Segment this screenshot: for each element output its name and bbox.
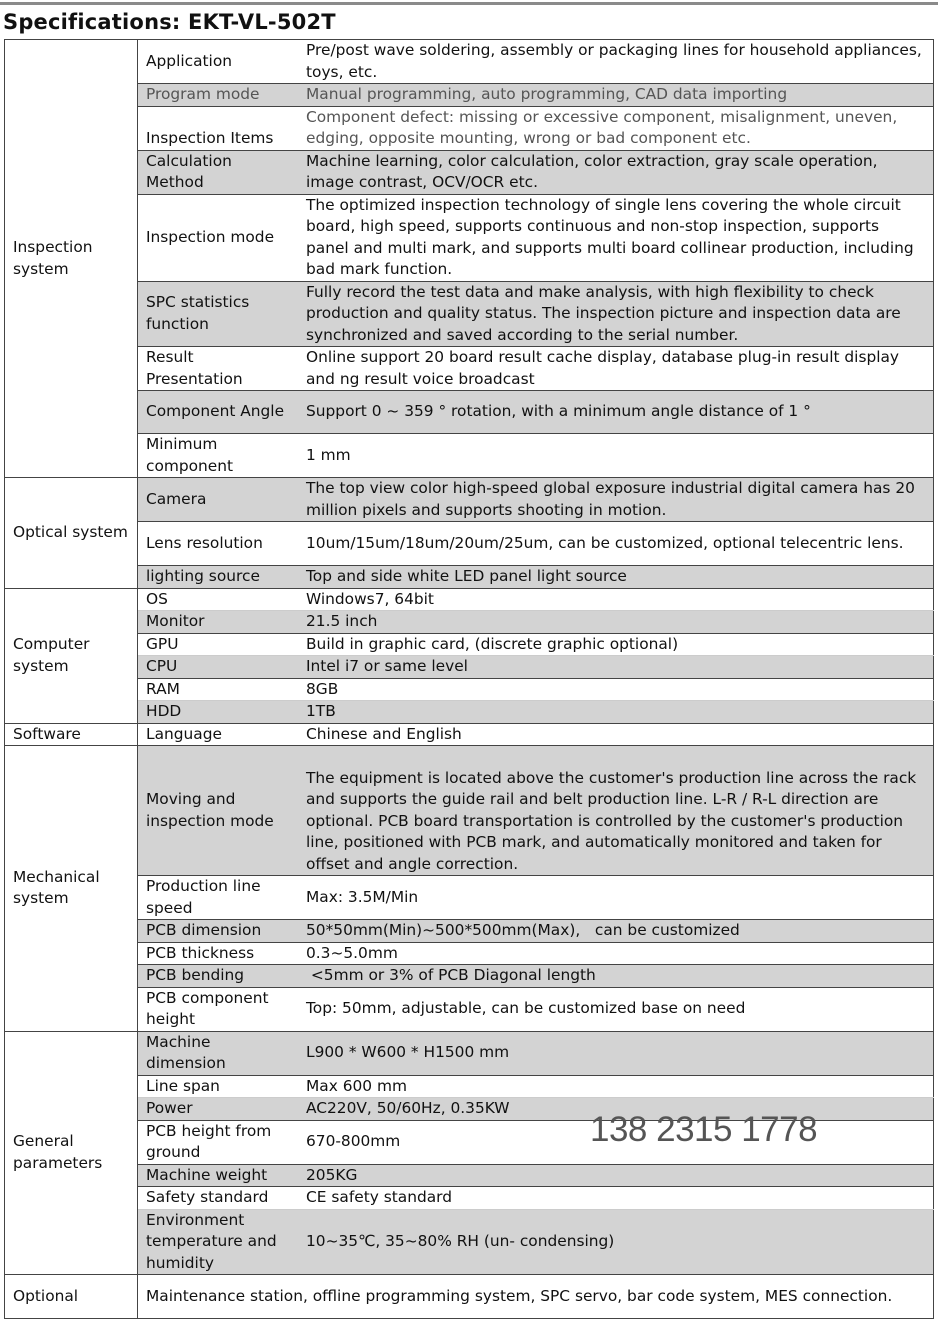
row-value: Max 600 mm (298, 1075, 934, 1098)
row-key: PCB bending (138, 965, 299, 988)
row-value: 670-800mm (298, 1120, 934, 1164)
table-row (5, 965, 934, 988)
row-key: Application (138, 40, 299, 84)
row-value: 10~35℃, 35~80% RH (un- condensing) (298, 1209, 934, 1275)
group-computer-system: Computer system (5, 588, 138, 723)
row-value: Support 0 ~ 359 ° rotation, with a minimum angle distance of 1 ° (298, 391, 934, 434)
row-key: CPU (138, 656, 299, 679)
row-value: Top and side white LED panel light source (298, 566, 934, 589)
table-row (5, 1209, 934, 1275)
row-key: Machine dimension (138, 1031, 299, 1075)
table-row (5, 194, 934, 281)
row-key: Program mode (138, 84, 299, 107)
table-row (5, 633, 934, 656)
row-key: Monitor (138, 611, 299, 634)
row-value: Max: 3.5M/Min (298, 876, 934, 920)
table-row (5, 678, 934, 701)
row-key: OS (138, 588, 299, 611)
row-key: PCB height from ground (138, 1120, 299, 1164)
group-optional: Optional (5, 1275, 138, 1319)
row-value: The equipment is located above the customer's production line across the rack and supports the guide rail and belt production line. L-R / R-L direction are optional. PCB board transportation is controlled by the customer's production line, positioned with PCB mark, and automatically monitored and taken for offset and angle correction. (298, 746, 934, 876)
row-value: AC220V, 50/60Hz, 0.35KW (298, 1098, 934, 1121)
row-key: GPU (138, 633, 299, 656)
row-key: HDD (138, 701, 299, 724)
row-value: 1TB (298, 701, 934, 724)
row-key: Inspection Items (138, 106, 299, 150)
group-software: Software (5, 723, 138, 746)
group-inspection-system: Inspection system (5, 40, 138, 478)
row-value: 50*50mm(Min)~500*500mm(Max), can be customized (298, 920, 934, 943)
row-value: 21.5 inch (298, 611, 934, 634)
group-optical-system: Optical system (5, 478, 138, 589)
row-value: Pre/post wave soldering, assembly or packaging lines for household appliances, toys, etc. (298, 40, 934, 84)
row-value: 1 mm (298, 434, 934, 478)
table-row (5, 347, 934, 391)
table-row (5, 566, 934, 589)
table-row (5, 1164, 934, 1187)
row-key: PCB component height (138, 987, 299, 1031)
table-row (5, 106, 934, 150)
row-key: Inspection mode (138, 194, 299, 281)
top-rule (0, 2, 938, 5)
row-value: 0.3~5.0mm (298, 942, 934, 965)
row-value: Online support 20 board result cache display, database plug-in result display and ng result voice broadcast (298, 347, 934, 391)
table-row (5, 701, 934, 724)
table-row (5, 611, 934, 634)
table-row (5, 40, 934, 84)
row-value: Build in graphic card, (discrete graphic optional) (298, 633, 934, 656)
row-value: <5mm or 3% of PCB Diagonal length (298, 965, 934, 988)
table-row (5, 434, 934, 478)
row-value: Component defect: missing or excessive component, misalignment, uneven, edging, opposite mounting, wrong or bad component etc. (298, 106, 934, 150)
row-key: Machine weight (138, 1164, 299, 1187)
table-row (5, 1187, 934, 1210)
row-key: Lens resolution (138, 522, 299, 566)
table-row (5, 1275, 934, 1319)
table-row (5, 522, 934, 566)
group-general-parameters: General parameters (5, 1031, 138, 1275)
row-key: Moving and inspection mode (138, 746, 299, 876)
row-key: Line span (138, 1075, 299, 1098)
row-value: 10um/15um/18um/20um/25um, can be customized, optional telecentric lens. (298, 522, 934, 566)
row-key: PCB dimension (138, 920, 299, 943)
row-key: Calculation Method (138, 150, 299, 194)
row-value: 205KG (298, 1164, 934, 1187)
table-row (5, 1031, 934, 1075)
row-value: Fully record the test data and make analysis, with high flexibility to check production and quality status. The inspection picture and inspection data are synchronized and saved according to the serial number. (298, 281, 934, 347)
row-key: Camera (138, 478, 299, 522)
row-key: Minimum component (138, 434, 299, 478)
row-key: Power (138, 1098, 299, 1121)
row-value: Top: 50mm, adjustable, can be customized base on need (298, 987, 934, 1031)
row-key: RAM (138, 678, 299, 701)
row-value: Manual programming, auto programming, CAD data importing (298, 84, 934, 107)
table-row (5, 84, 934, 107)
row-value: The top view color high-speed global exposure industrial digital camera has 20 million pixels and supports shooting in motion. (298, 478, 934, 522)
row-value: Machine learning, color calculation, color extraction, gray scale operation, image contrast, OCV/OCR etc. (298, 150, 934, 194)
row-key: SPC statistics function (138, 281, 299, 347)
row-key: PCB thickness (138, 942, 299, 965)
table-row (5, 987, 934, 1031)
row-value: CE safety standard (298, 1187, 934, 1210)
table-row (5, 876, 934, 920)
row-value: Windows7, 64bit (298, 588, 934, 611)
row-value: 8GB (298, 678, 934, 701)
row-key: Result Presentation (138, 347, 299, 391)
table-row (5, 150, 934, 194)
row-value: The optimized inspection technology of single lens covering the whole circuit board, high speed, supports continuous and non-stop inspection, supports panel and multi mark, and supports multi board collinear production, including bad mark function. (298, 194, 934, 281)
table-row (5, 746, 934, 876)
row-value: Intel i7 or same level (298, 656, 934, 679)
row-value: Maintenance station, offline programming system, SPC servo, bar code system, MES connection. (138, 1275, 934, 1319)
table-row (5, 281, 934, 347)
table-row (5, 588, 934, 611)
row-value: Chinese and English (298, 723, 934, 746)
row-key: Production line speed (138, 876, 299, 920)
group-mechanical-system: Mechanical system (5, 746, 138, 1032)
table-row (5, 920, 934, 943)
table-row (5, 391, 934, 434)
row-key: Component Angle (138, 391, 299, 434)
table-row (5, 656, 934, 679)
phone-number-watermark: 138 2315 1778 (590, 1110, 818, 1149)
table-row (5, 1075, 934, 1098)
table-row (5, 942, 934, 965)
row-key: Environment temperature and humidity (138, 1209, 299, 1275)
row-key: Language (138, 723, 299, 746)
table-row (5, 478, 934, 522)
row-value: L900 * W600 * H1500 mm (298, 1031, 934, 1075)
row-key: Safety standard (138, 1187, 299, 1210)
table-row (5, 723, 934, 746)
page-title: Specifications: EKT-VL-502T (3, 10, 336, 34)
row-key: lighting source (138, 566, 299, 589)
